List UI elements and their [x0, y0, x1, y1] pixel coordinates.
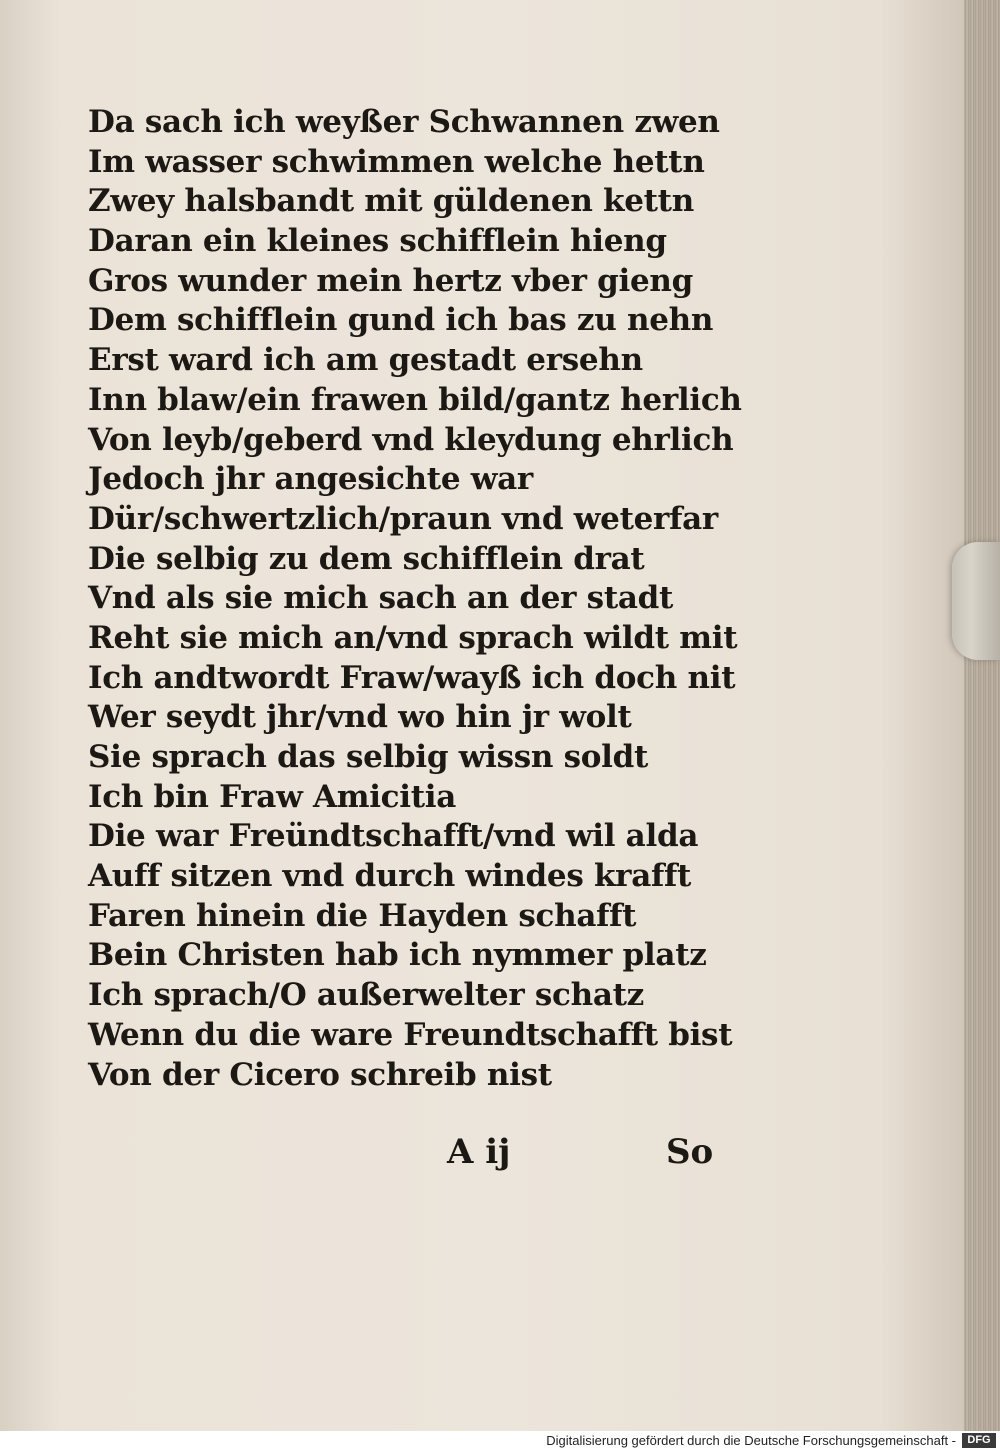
verse-line: Sie sprach das selbig wissn soldt — [88, 739, 649, 775]
verse-line: Auff sitzen vnd durch windes krafft — [88, 858, 692, 895]
verse-line: Die selbig zu dem schifflein drat — [88, 540, 645, 577]
verse-line: Die war Freündtschafft/vnd wil alda — [88, 818, 699, 855]
verse-line: Inn blaw/ein frawen bild/gantz herlich — [88, 381, 742, 418]
verse-line: Reht sie mich an/vnd sprach wildt mit — [88, 619, 738, 656]
signature-mark: A ij — [447, 1132, 511, 1172]
page-edge — [964, 0, 1000, 1431]
catchword: So — [666, 1132, 714, 1172]
verse-line: Vnd als sie mich sach an der stadt — [88, 580, 674, 617]
verse-line: Faren hinein die Hayden schafft — [88, 897, 637, 934]
verse-line: Bein Christen hab ich nymmer platz — [88, 937, 707, 974]
verse-line: Daran ein kleines schifflein hieng — [88, 223, 667, 260]
verse-line: Jedoch jhr angesichte war — [88, 461, 533, 498]
verse-line: Dür/schwertzlich/praun vnd weterfar — [88, 500, 718, 537]
verse-line: Ich andtwordt Fraw/wayß ich doch nit — [88, 659, 736, 696]
verse-line: Ich sprach/O außerwelter schatz — [88, 977, 644, 1014]
verse-line: Von der Cicero schreib nist — [88, 1056, 552, 1093]
verse-line: Gros wunder mein hertz vber gieng — [88, 262, 693, 299]
verse-line: Erst ward ich am gestadt ersehn — [88, 342, 643, 379]
verse-line: Wer seydt jhr/vnd wo hin jr wolt — [88, 699, 632, 736]
verse-line: Da sach ich weyßer Schwannen zwen — [88, 104, 720, 140]
verse-line: Dem schifflein gund ich bas zu nehn — [88, 302, 714, 339]
verse-line: Von leyb/geberd vnd kleydung ehrlich — [88, 421, 734, 458]
verse-line: Zwey halsbandt mit güldenen kettn — [88, 183, 694, 220]
footer-bar — [0, 1431, 1000, 1451]
dfg-logo-icon: DFG — [962, 1433, 996, 1448]
funding-notice: Digitalisierung gefördert durch die Deutsche Forschungsgemeinschaft - — [546, 1433, 956, 1448]
verse-text — [88, 103, 742, 1095]
verse-line: Im wasser schwimmen welche hettn — [88, 143, 705, 180]
page-clip — [952, 542, 1000, 660]
verse-line: Wenn du die ware Freundtschafft bist — [88, 1016, 733, 1053]
verse-line: Ich bin Fraw Amicitia — [88, 778, 457, 815]
